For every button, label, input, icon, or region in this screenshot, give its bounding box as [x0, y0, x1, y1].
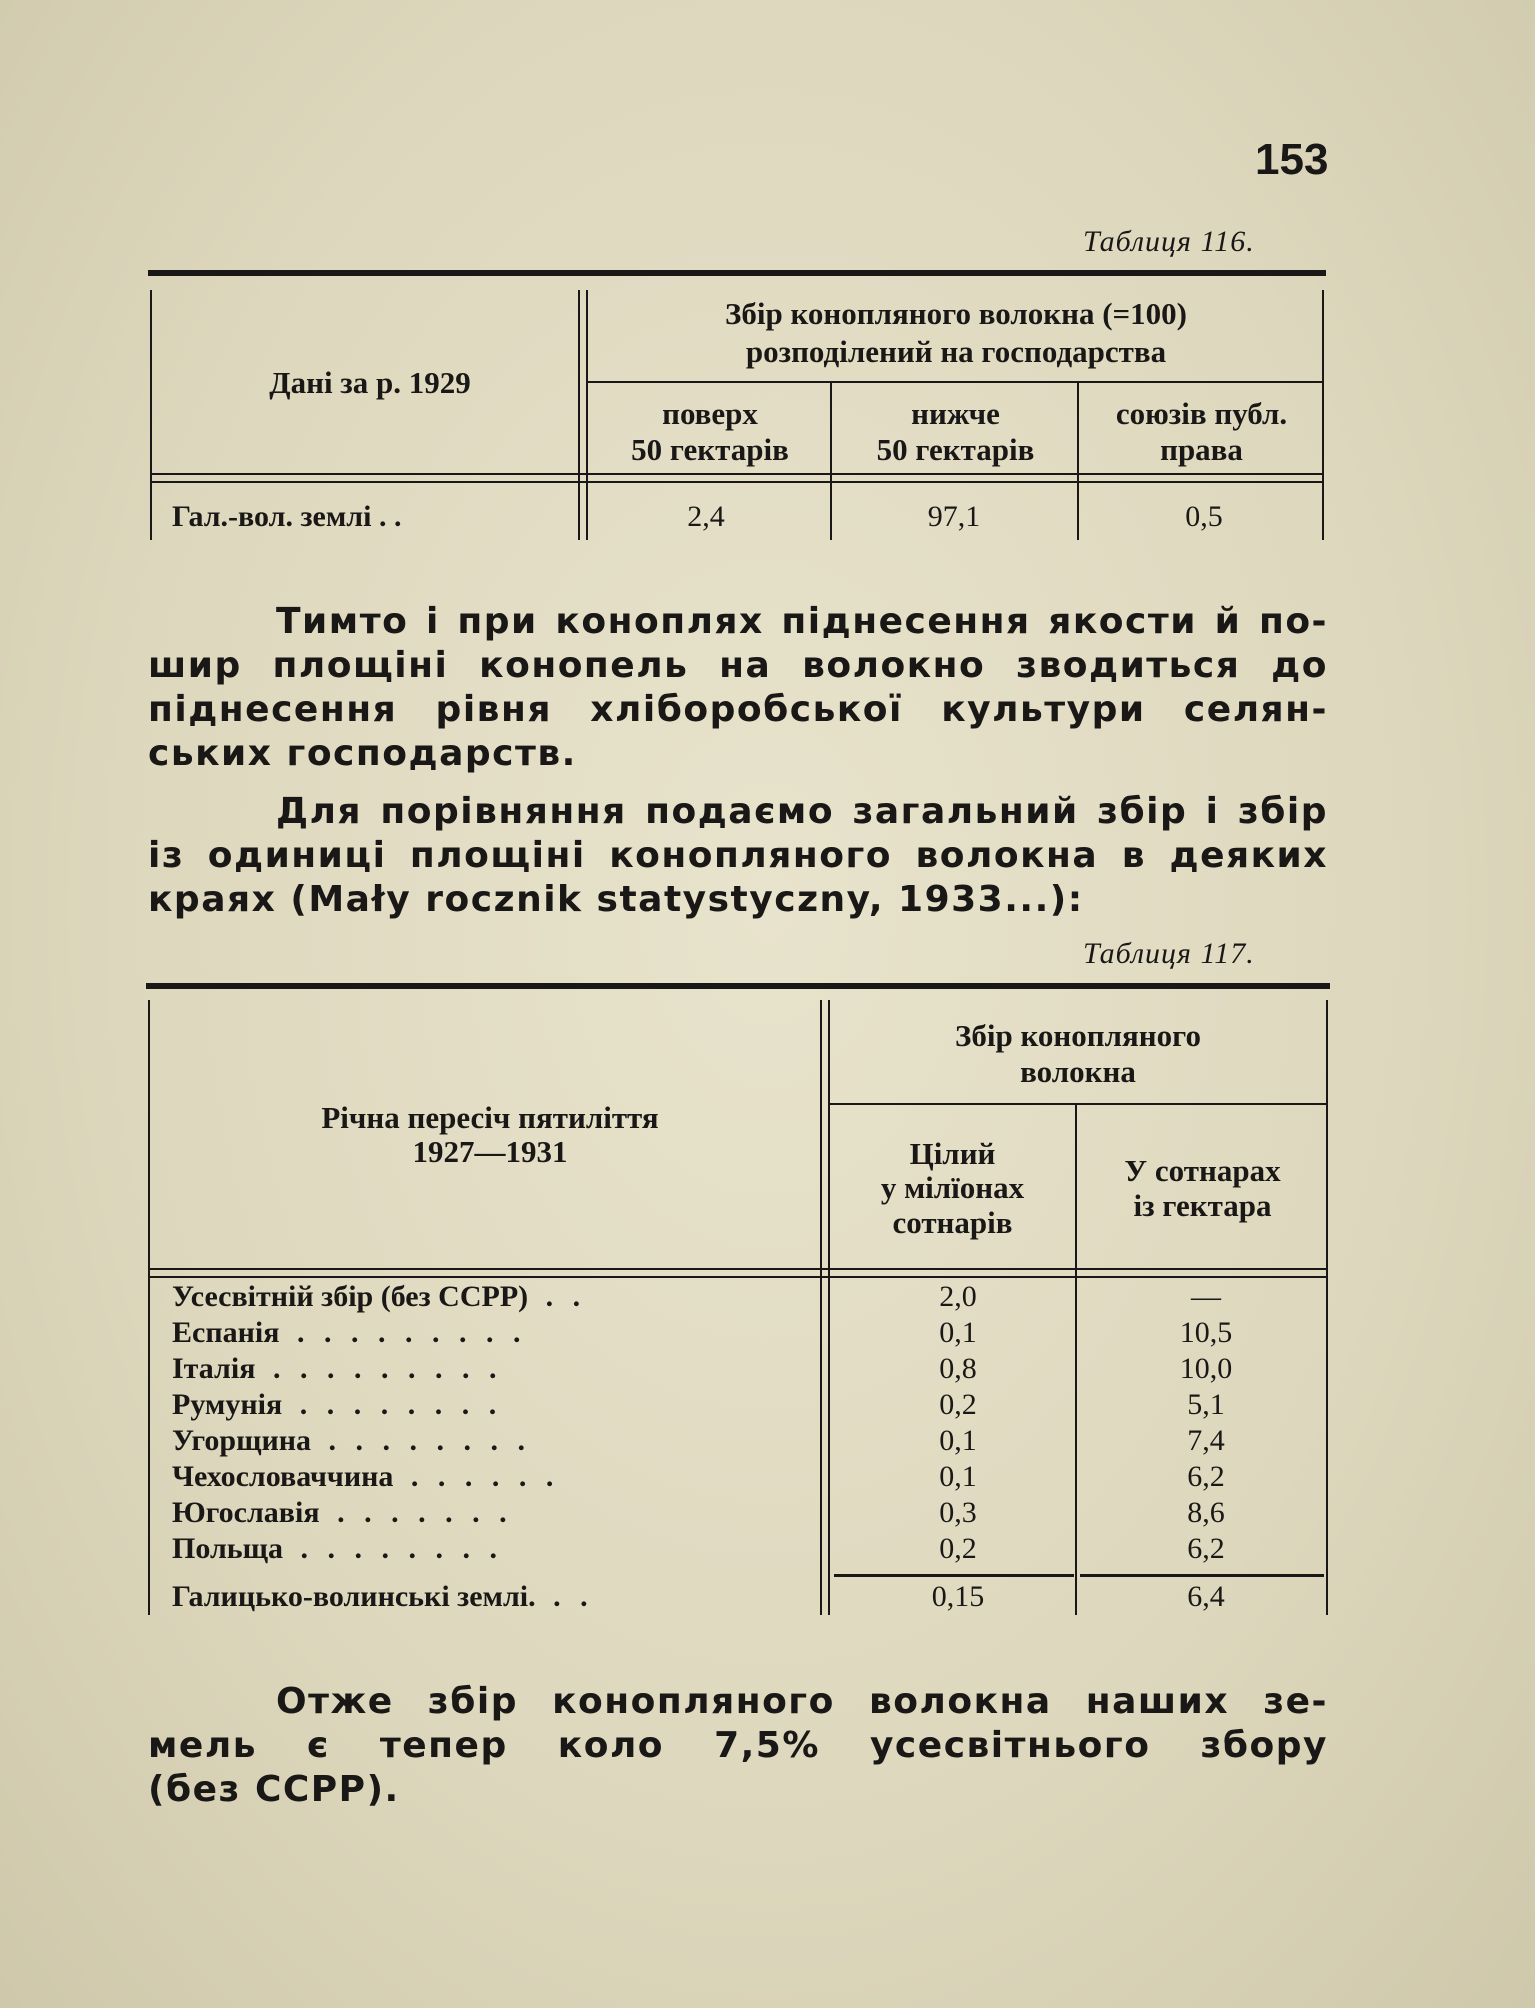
table-117-row-label [172, 1352, 502, 1386]
table-117-col1-header-2: у мілїонах [880, 1170, 1025, 1205]
row-label-text: Югославія [172, 1496, 320, 1529]
table-116-value: 97,1 [927, 500, 981, 533]
row-leader-dots: . . . . . . . . . [272, 1352, 503, 1385]
table-117-group-header-2: волокна [1020, 1054, 1136, 1089]
table-117-per-ha-value: — [1191, 1280, 1221, 1313]
table-117-header-left-2: 1927—1931 [412, 1134, 568, 1169]
table-116-group-header-1: Збір конопляного волокна (=100) [724, 296, 1188, 331]
paragraph-2-line: Для порівняння подаємо загальний збір і збір [276, 791, 1328, 832]
paragraph-1-line: піднесення рівня хліборобської культури селян- [148, 689, 1328, 730]
row-label-text: Еспанія [172, 1316, 280, 1349]
paragraph-2-line: із одиниці площіні конопляного волокна в деяких [148, 835, 1328, 876]
table-117-total-value: 0,1 [939, 1460, 977, 1493]
row-label-text: Усесвітній збір (без ССРР) [172, 1280, 529, 1313]
table-116-row-label: Гал.-вол. землі . . [172, 500, 402, 533]
row-leader-dots: . . . . . . . [337, 1496, 513, 1529]
table-117-total-row-label [172, 1580, 594, 1614]
table-117-per-ha-value: 6,2 [1187, 1532, 1225, 1565]
table-117-row-label [172, 1460, 559, 1494]
table-117-total-value: 0,15 [931, 1580, 985, 1613]
table-117-row-label [172, 1424, 531, 1458]
table-117-total-value: 0,2 [939, 1532, 977, 1565]
table-117-header-left-1: Річна пересіч пятиліття [321, 1100, 659, 1135]
row-label-text: Чехословаччина [172, 1460, 394, 1493]
row-leader-dots: . . . . . . . . [299, 1388, 503, 1421]
table-117-total-value: 0,2 [939, 1388, 977, 1421]
table-117-per-ha-value: 10,5 [1179, 1316, 1233, 1349]
paragraph-1-line: ських господарств. [148, 733, 577, 774]
row-label-text: Румунія [172, 1388, 283, 1421]
paragraph-3-line: мель є тепер коло 7,5% усесвітнього збору [148, 1725, 1328, 1766]
row-leader-dots: . . . . . . [410, 1460, 560, 1493]
table-116-col1-header-1: поверх [662, 396, 758, 431]
row-label-text: Галицько-волинські землі. [172, 1580, 536, 1613]
paragraph-3-line: (без ССРР). [148, 1769, 400, 1810]
table-117-col2-header-2: із гектара [1133, 1188, 1272, 1223]
row-leader-dots: . . [545, 1280, 587, 1313]
table-116-value: 0,5 [1185, 500, 1223, 533]
row-label-text: Італія [172, 1352, 256, 1385]
table-117-caption: Таблиця 117. [1083, 937, 1255, 970]
table-116-group-header-2: розподілений на господарства [745, 334, 1167, 369]
table-117-row-label [172, 1316, 526, 1350]
table-117-total-value: 0,3 [939, 1496, 977, 1529]
table-117-row-label [172, 1532, 503, 1566]
paragraph-3 [148, 1680, 1328, 1812]
table-117-col2-header-1: У сотнарах [1124, 1153, 1281, 1188]
table-116-header-left: Дані за р. 1929 [269, 365, 471, 400]
table-117-total-value: 0,1 [939, 1316, 977, 1349]
table-117-col1-header-1: Цілий [909, 1136, 996, 1171]
table-116-col2-header-2: 50 гектарів [876, 432, 1035, 467]
table-117-top-rule [146, 983, 1330, 989]
row-leader-dots: . . [553, 1580, 594, 1613]
table-117-per-ha-value: 5,1 [1187, 1388, 1225, 1421]
table-116-value: 2,4 [687, 500, 725, 533]
table-117-group-header-1: Збір конопляного [955, 1018, 1201, 1053]
row-leader-dots: . . . . . . . . . [296, 1316, 527, 1349]
table-116-caption: Таблиця 116. [1083, 225, 1255, 258]
paragraph-1 [148, 600, 1328, 776]
table-117-per-ha-value: 6,4 [1187, 1580, 1225, 1613]
table-117-row-label [172, 1388, 502, 1422]
table-116-col3-header-2: права [1160, 432, 1243, 467]
page-number: 153 [1255, 135, 1329, 184]
table-117-per-ha-value: 7,4 [1187, 1424, 1225, 1457]
table-117-row-label [172, 1280, 586, 1314]
table-117-col1-header-3: сотнарів [892, 1205, 1013, 1240]
row-leader-dots: . . . . . . . . [300, 1532, 503, 1565]
table-117-per-ha-value: 6,2 [1187, 1460, 1225, 1493]
paragraph-1-line: Тимто і при коноплях піднесення якости й по- [276, 601, 1328, 642]
paragraph-2 [148, 790, 1328, 922]
paragraph-3-line: Отже збір конопляного волокна наших зе- [276, 1681, 1328, 1722]
table-117-per-ha-value: 8,6 [1187, 1496, 1225, 1529]
row-leader-dots: . . . . . . . . [328, 1424, 532, 1457]
table-117-total-value: 2,0 [939, 1280, 977, 1313]
row-label-text: Угорщина [172, 1424, 312, 1457]
table-116-col1-header-2: 50 гектарів [631, 432, 789, 467]
paragraph-1-line: шир площіні конопель на волокно зводиться до [148, 645, 1328, 686]
table-116-col2-header-1: нижче [911, 396, 1000, 431]
table-117-total-value: 0,8 [939, 1352, 977, 1385]
paragraph-2-line: краях (Mały rocznik statystyczny, 1933...): [148, 879, 1084, 920]
table-116-top-rule [148, 270, 1326, 276]
row-label-text: Польща [172, 1532, 283, 1565]
table-117-total-value: 0,1 [939, 1424, 977, 1457]
table-116-col3-header-1: союзів публ. [1115, 396, 1288, 431]
table-117-row-label [172, 1496, 513, 1530]
table-117-per-ha-value: 10,0 [1179, 1352, 1233, 1385]
